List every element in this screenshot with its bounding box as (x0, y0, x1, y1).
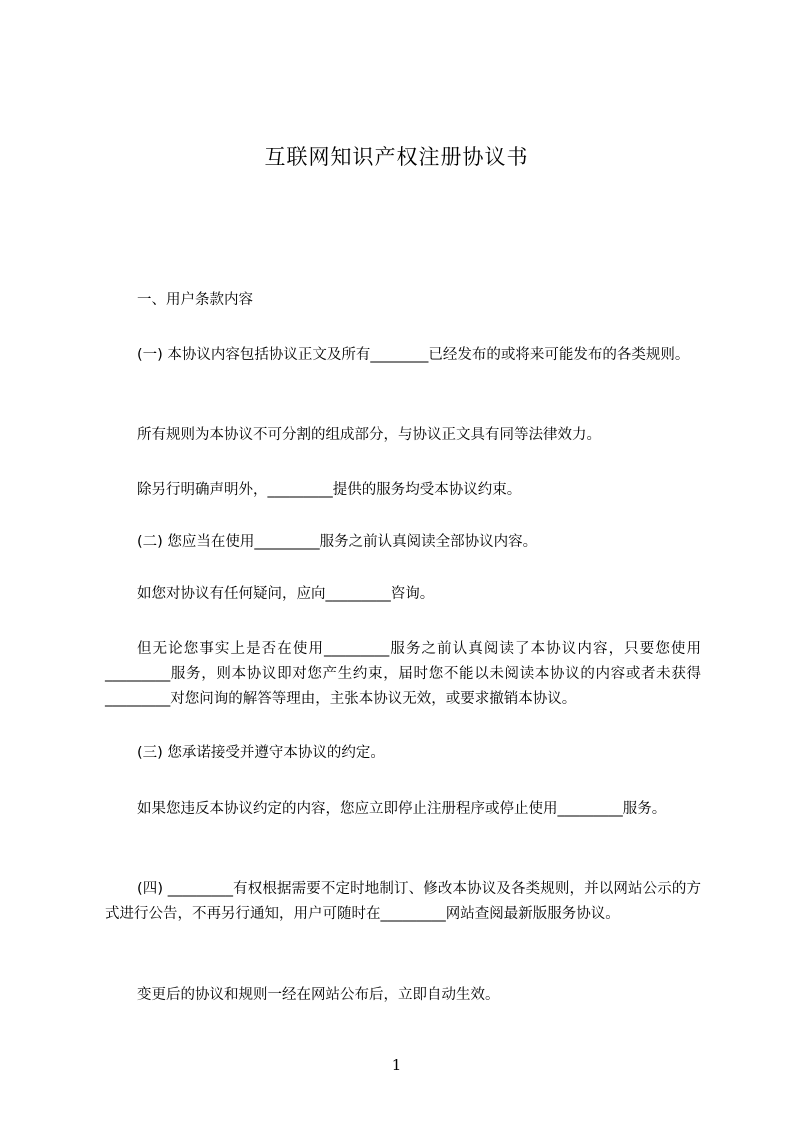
paragraph-clause-4: (四) _________有权根据需要不定时地制订、修改本协议及各类规则，并以网站公示的方式进行公告，不再另行通知，用户可随时在_________网站查阅最新版服务协议。 (105, 881, 701, 922)
document-title: 互联网知识产权注册协议书 (264, 145, 529, 169)
paragraph-inquiry: 如您对协议有任何疑问，应向_________咨询。 (137, 586, 435, 602)
paragraph-effective: 变更后的协议和规则一经在网站公布后，立即自动生效。 (137, 987, 500, 1003)
paragraph-binding-effect: 但无论您事实上是否在使用_________服务之前认真阅读了本协议内容，只要您使用_________服务，则本协议即对您产生约束，届时您不能以未阅读本协议的内容或者未获得_________对您问询的解答等理由，主张本协议无效，或要求撤销本协议。 (105, 641, 701, 707)
paragraph-clause-2: (二) 您应当在使用_________服务之前认真阅读全部协议内容。 (137, 534, 538, 550)
paragraph-clause-3: (三) 您承诺接受并遵守本协议的约定。 (137, 745, 385, 761)
paragraph-clause-1: (一) 本协议内容包括协议正文及所有________已经发布的或将来可能发布的各类规则。 (137, 347, 690, 363)
section-heading-user-terms: 一、用户条款内容 (137, 292, 253, 308)
page-number: 1 (391, 1056, 402, 1074)
paragraph-rules-part: 所有规则为本协议不可分割的组成部分，与协议正文具有同等法律效力。 (137, 427, 601, 443)
paragraph-service-binding: 除另行明确声明外，_________提供的服务均受本协议约束。 (137, 482, 522, 498)
paragraph-violation: 如果您违反本协议约定的内容，您应立即停止注册程序或停止使用_________服务。 (137, 801, 667, 817)
